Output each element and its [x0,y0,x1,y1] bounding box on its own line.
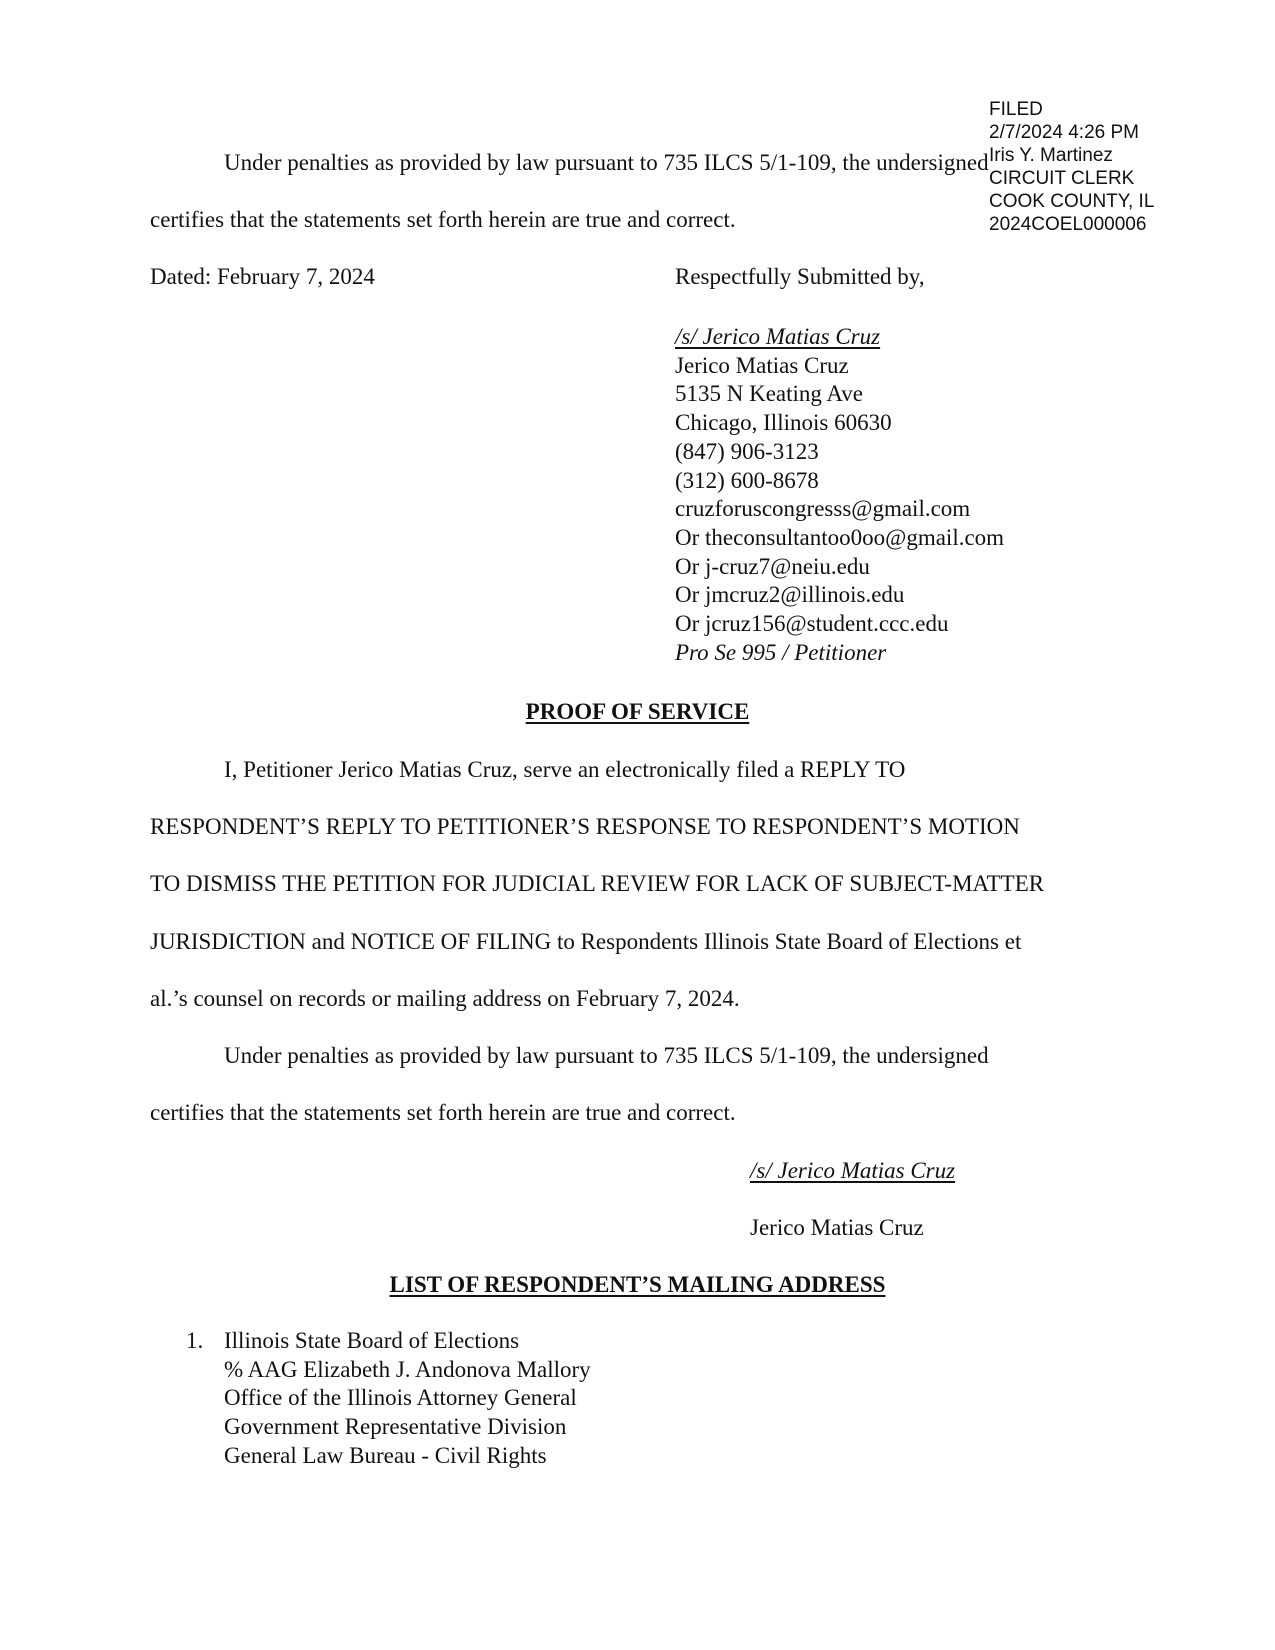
address-line-4: Government Representative Division [224,1414,567,1440]
signer-email-1: cruzforuscongresss@gmail.com [675,496,971,522]
list-item-number: 1. [186,1328,204,1353]
stamp-filed: FILED [989,99,1043,120]
service-certification-line-2: certifies that the statements set forth herein are true and correct. [150,1100,736,1125]
service-certification-line-1: Under penalties as provided by law pursuant to 735 ILCS 5/1-109, the undersigned [224,1043,989,1068]
service-paragraph-line-3: TO DISMISS THE PETITION FOR JUDICIAL REVIEW FOR LACK OF SUBJECT-MATTER [150,871,1045,896]
stamp-case-number: 2024COEL000006 [989,214,1147,235]
service-paragraph-line-4: JURISDICTION and NOTICE OF FILING to Respondents Illinois State Board of Elections et [150,929,1022,954]
submitted-by-line: Respectfully Submitted by, [675,264,925,289]
stamp-county: COOK COUNTY, IL [989,191,1155,212]
stamp-clerk-name: Iris Y. Martinez [989,145,1113,166]
service-paragraph-line-1: I, Petitioner Jerico Matias Cruz, serve an electronically filed a REPLY TO [224,757,906,782]
address-line-2: % AAG Elizabeth J. Andonova Mallory [224,1356,591,1382]
signer-phone-2: (312) 600-8678 [675,467,819,493]
signer-phone-1: (847) 906-3123 [675,438,819,464]
stamp-datetime: 2/7/2024 4:26 PM [989,122,1139,143]
stamp-clerk-title: CIRCUIT CLERK [989,168,1135,189]
signer-email-5: Or jcruz156@student.ccc.edu [675,611,949,637]
mailing-list [186,1327,591,1471]
certification-top-line-1: Under penalties as provided by law pursuant to 735 ILCS 5/1-109, the undersigned [224,150,989,175]
service-signer-name: Jerico Matias Cruz [750,1215,924,1240]
service-signature: /s/ Jerico Matias Cruz [750,1158,956,1183]
signer-role: Pro Se 995 / Petitioner [675,639,887,665]
address-line-5: General Law Bureau - Civil Rights [224,1442,547,1468]
dated-line: Dated: February 7, 2024 [150,264,375,289]
filing-stamp [989,98,1154,236]
signer-street: 5135 N Keating Ave [675,381,864,407]
proof-of-service-heading: PROOF OF SERVICE [525,699,750,724]
address-line-1: Illinois State Board of Elections [224,1328,520,1353]
signer-name: Jerico Matias Cruz [675,352,849,378]
signer-city: Chicago, Illinois 60630 [675,410,892,436]
list-item [186,1327,591,1471]
signature: /s/ Jerico Matias Cruz [675,324,881,349]
mailing-list-heading: LIST OF RESPONDENT’S MAILING ADDRESS [389,1272,886,1297]
service-paragraph-line-2: RESPONDENT’S REPLY TO PETITIONER’S RESPONSE TO RESPONDENT’S MOTION [150,814,1020,839]
address-line-3: Office of the Illinois Attorney General [224,1385,577,1411]
signature-block [675,323,1004,667]
signer-email-2: Or theconsultantoo0oo@gmail.com [675,524,1005,550]
signer-email-4: Or jmcruz2@illinois.edu [675,582,905,608]
signer-email-3: Or j-cruz7@neiu.edu [675,553,870,579]
service-paragraph-line-5: al.’s counsel on records or mailing address on February 7, 2024. [150,986,740,1011]
certification-top-line-2: certifies that the statements set forth herein are true and correct. [150,207,736,232]
